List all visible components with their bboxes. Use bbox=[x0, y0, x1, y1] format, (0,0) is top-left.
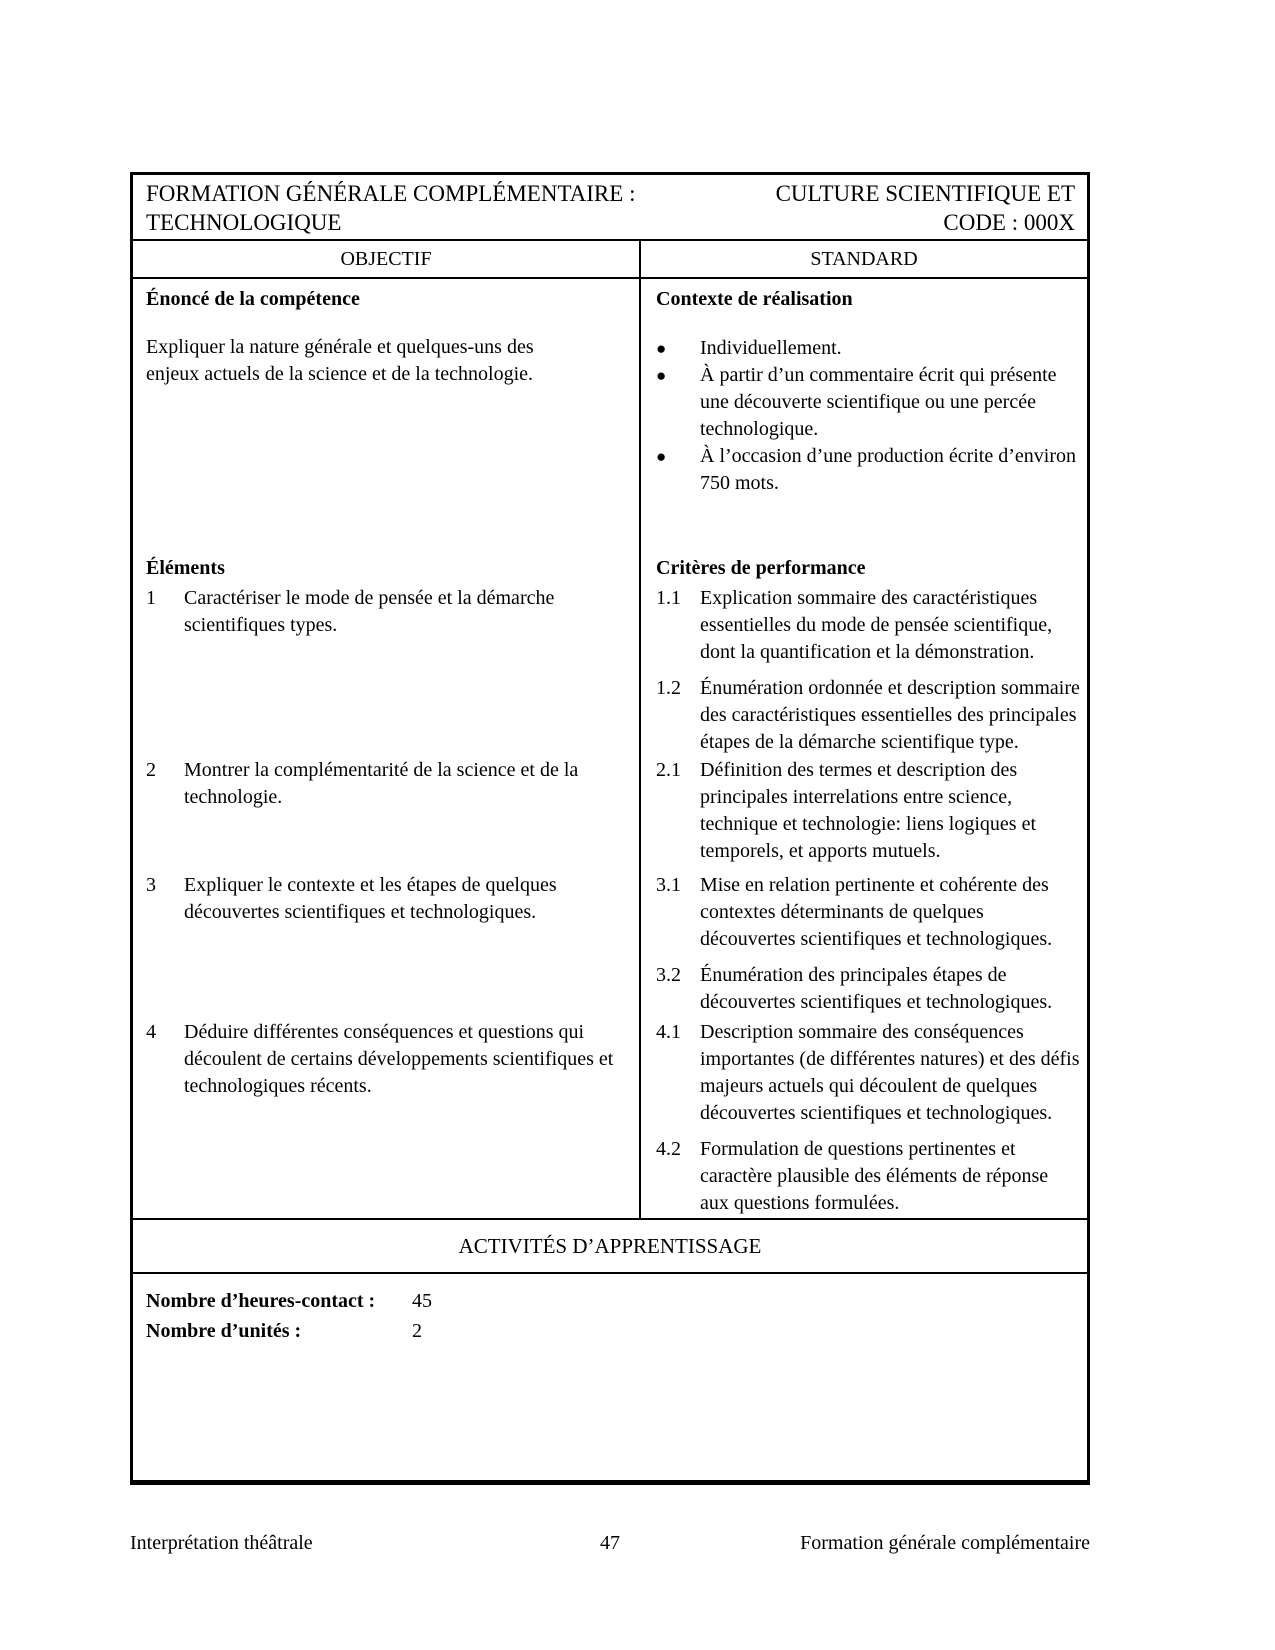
bullet-icon: ● bbox=[656, 366, 667, 385]
critere-cell bbox=[639, 1019, 1087, 1218]
element-number: 1 bbox=[146, 587, 156, 609]
contexte-cell bbox=[639, 279, 1087, 555]
program-title-right: CULTURE SCIENTIFIQUE ET bbox=[775, 181, 1075, 206]
course-code: CODE : 000X bbox=[943, 210, 1075, 235]
units-label: Nombre d’unités : bbox=[146, 1320, 302, 1342]
contexte-item bbox=[656, 362, 1081, 443]
critere-item bbox=[656, 675, 1081, 756]
activities-row bbox=[133, 1220, 1087, 1274]
element-cell bbox=[133, 1019, 639, 1218]
units-line bbox=[146, 1316, 1087, 1346]
hours-contact-label: Nombre d’heures-contact : bbox=[146, 1290, 376, 1312]
element-number: 4 bbox=[146, 1021, 156, 1043]
critere-text: Définition des termes et description des principales interrelations entre science, technique et technologie: liens logiques et temporels, et apports mutuels. bbox=[700, 759, 1037, 862]
element-text: Expliquer le contexte et les étapes de quelques découvertes scientifiques et technologiques. bbox=[184, 874, 557, 923]
critere-number: 4.2 bbox=[656, 1138, 681, 1160]
critere-cell bbox=[639, 757, 1087, 872]
critere-text: Mise en relation pertinente et cohérente des contextes déterminants de quelques découvertes scientifiques et technologiques. bbox=[700, 874, 1053, 950]
critere-item bbox=[656, 1136, 1081, 1217]
program-title-left-cont: TECHNOLOGIQUE bbox=[146, 210, 342, 235]
contexte-list bbox=[656, 335, 1081, 497]
standard-column-header: STANDARD bbox=[639, 241, 1087, 277]
element-item bbox=[146, 757, 631, 811]
contexte-item-text: À partir d’un commentaire écrit qui présente une découverte scientifique ou une percée technologique. bbox=[700, 364, 1057, 440]
contexte-item-text: À l’occasion d’une production écrite d’environ 750 mots. bbox=[700, 445, 1076, 494]
critere-number: 4.1 bbox=[656, 1021, 681, 1043]
column-header-row bbox=[133, 241, 1087, 279]
content-grid bbox=[133, 279, 1087, 1220]
element-cell bbox=[133, 585, 639, 757]
critere-text: Description sommaire des conséquences importantes (de différentes natures) et des défis majeurs actuels qui découlent de quelques découvertes scientifiques et technologiques. bbox=[700, 1021, 1080, 1124]
critere-number: 1.1 bbox=[656, 587, 681, 609]
table-title-row bbox=[133, 175, 1087, 241]
footer-section-title: Formation générale complémentaire bbox=[800, 1532, 1090, 1554]
element-cell bbox=[133, 757, 639, 872]
page-footer bbox=[130, 1532, 1090, 1555]
hours-contact-line bbox=[146, 1286, 1087, 1316]
critere-item bbox=[656, 757, 1081, 865]
contexte-heading: Contexte de réalisation bbox=[656, 288, 853, 310]
elements-heading: Éléments bbox=[146, 557, 225, 579]
competency-table bbox=[130, 172, 1090, 1485]
critere-number: 3.1 bbox=[656, 874, 681, 896]
element-cell bbox=[133, 872, 639, 1019]
critere-cell bbox=[639, 585, 1087, 757]
contexte-item-text: Individuellement. bbox=[700, 337, 842, 359]
critere-number: 1.2 bbox=[656, 677, 681, 699]
critere-item bbox=[656, 962, 1081, 1016]
critere-cell bbox=[639, 872, 1087, 1019]
critere-item bbox=[656, 585, 1081, 666]
enonce-text: Expliquer la nature générale et quelques-uns des enjeux actuels de la science et de la technologie. bbox=[146, 336, 534, 385]
page-number: 47 bbox=[600, 1532, 620, 1554]
critere-text: Énumération ordonnée et description sommaire des caractéristiques essentielles des principales étapes de la démarche scientifique type. bbox=[700, 677, 1080, 753]
elements-heading-cell bbox=[133, 555, 639, 585]
hours-row bbox=[133, 1274, 1087, 1480]
footer-document-title: Interprétation théâtrale bbox=[130, 1532, 313, 1554]
element-number: 2 bbox=[146, 759, 156, 781]
hours-contact-value: 45 bbox=[412, 1290, 432, 1312]
element-item bbox=[146, 585, 631, 639]
element-text: Déduire différentes conséquences et questions qui découlent de certains développements scientifiques et technologiques récents. bbox=[184, 1021, 614, 1097]
element-text: Caractériser le mode de pensée et la démarche scientifiques types. bbox=[184, 587, 555, 636]
enonce-cell bbox=[133, 279, 639, 555]
element-item bbox=[146, 1019, 631, 1100]
critere-text: Explication sommaire des caractéristiques essentielles du mode de pensée scientifique, dont la quantification et la démonstration. bbox=[700, 587, 1053, 663]
critere-item bbox=[656, 1019, 1081, 1127]
critere-text: Énumération des principales étapes de découvertes scientifiques et technologiques. bbox=[700, 964, 1053, 1013]
criteres-heading-cell bbox=[639, 555, 1087, 585]
critere-number: 2.1 bbox=[656, 759, 681, 781]
element-number: 3 bbox=[146, 874, 156, 896]
program-title-left: FORMATION GÉNÉRALE COMPLÉMENTAIRE : bbox=[146, 181, 636, 206]
title-line-2 bbox=[146, 208, 1075, 237]
activities-heading: ACTIVITÉS D’APPRENTISSAGE bbox=[458, 1233, 762, 1258]
contexte-item bbox=[656, 335, 1081, 362]
enonce-heading: Énoncé de la compétence bbox=[146, 288, 360, 310]
critere-text: Formulation de questions pertinentes et caractère plausible des éléments de réponse aux questions formulées. bbox=[700, 1138, 1049, 1214]
element-text: Montrer la complémentarité de la science et de la technologie. bbox=[184, 759, 579, 808]
title-line-1 bbox=[146, 179, 1075, 208]
contexte-item bbox=[656, 443, 1081, 497]
criteres-heading: Critères de performance bbox=[656, 557, 866, 579]
element-item bbox=[146, 872, 631, 926]
bullet-icon: ● bbox=[656, 339, 667, 358]
objectif-column-header: OBJECTIF bbox=[340, 247, 432, 270]
critere-number: 3.2 bbox=[656, 964, 681, 986]
critere-item bbox=[656, 872, 1081, 953]
units-value: 2 bbox=[412, 1320, 422, 1342]
bullet-icon: ● bbox=[656, 447, 667, 466]
